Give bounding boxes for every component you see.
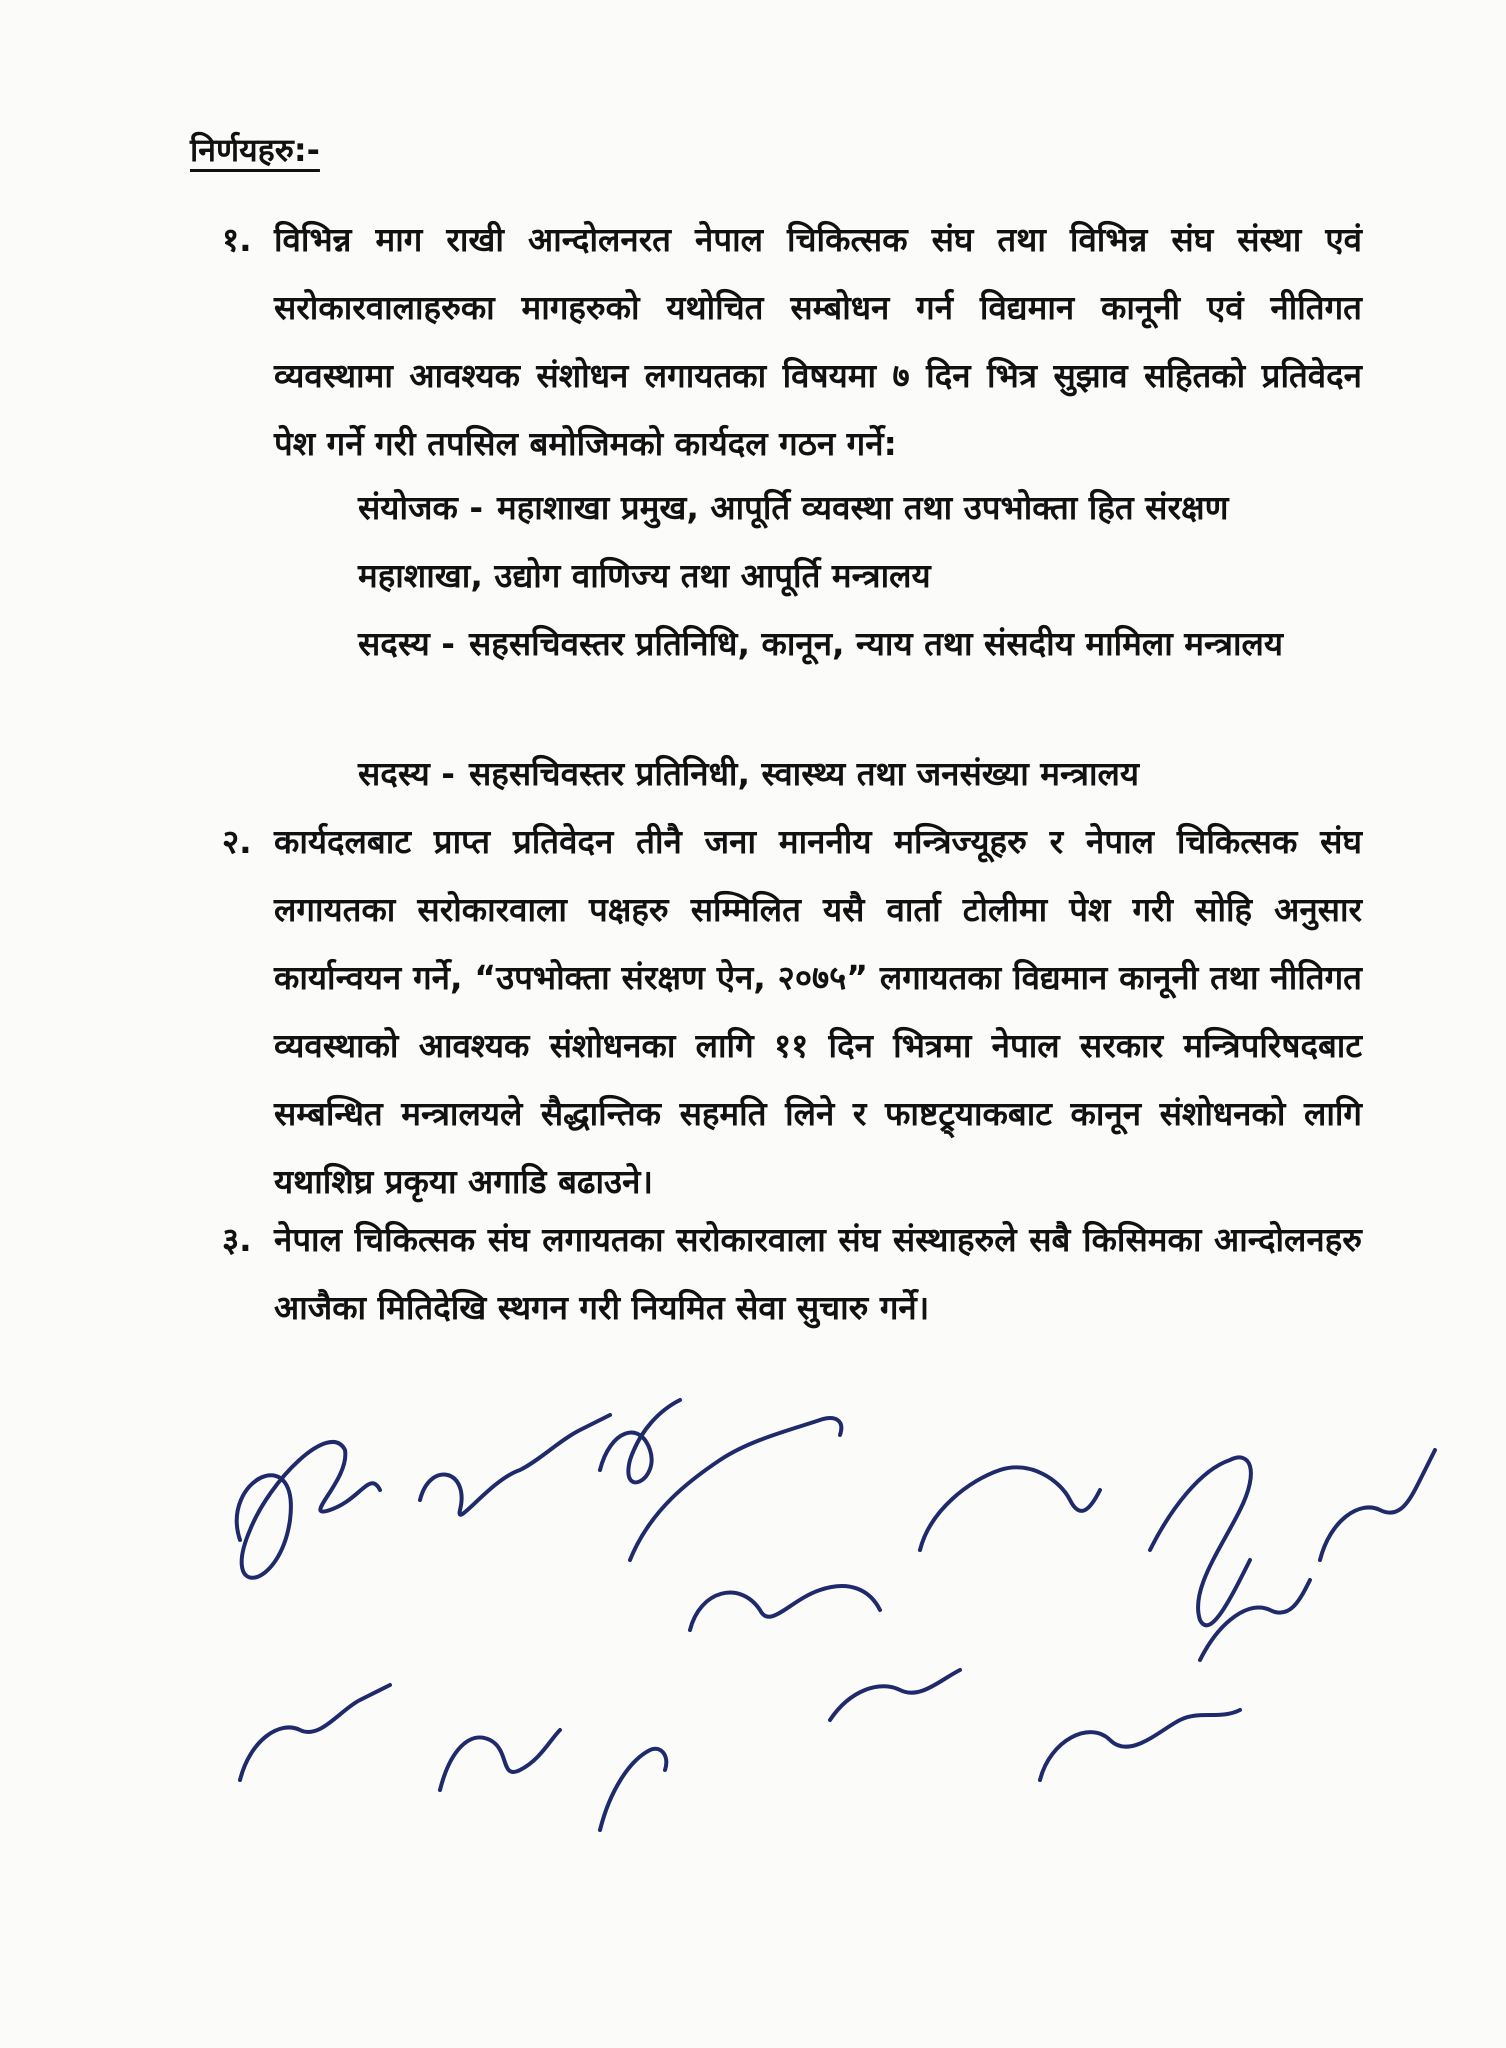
committee-role: सदस्य -: [358, 624, 455, 663]
decision-text: विभिन्न माग राखी आन्दोलनरत नेपाल चिकित्सक संघ तथा विभिन्न संघ संस्था एवं सरोकारवालाहरुका मागहरुको यथोचित सम्बोधन गर्न विद्यमान कानूनी एवं नीतिगत व्यवस्थामा आवश्यक संशोधन लगायतका विषयमा ७ दिन भित्र सुझाव सहितको प्रतिवेदन पेश गर्ने गरी तपसिल बमोजिमको कार्यदल गठन गर्ने:: [274, 220, 1362, 463]
committee-detail: महाशाखा प्रमुख, आपूर्ति व्यवस्था तथा उपभोक्ता हित संरक्षण महाशाखा, उद्योग वाणिज्य तथा आपूर्ति मन्त्रालय: [358, 488, 1229, 595]
decision-item-3: [222, 1206, 1362, 1342]
signature-1: [237, 1442, 380, 1578]
committee-member-2: [358, 740, 1348, 808]
committee-member-1: [358, 610, 1348, 678]
signature-8: [1320, 1450, 1435, 1560]
signatures-svg: [0, 1360, 1506, 1920]
decision-text: कार्यदलबाट प्राप्त प्रतिवेदन तीनै जना माननीय मन्त्रिज्यूहरु र नेपाल चिकित्सक संघ लगायतका सरोकारवाला पक्षहरु सम्मिलित यसै वार्ता टोलीमा पेश गरी सोहि अनुसार कार्यान्वयन गर्ने, “उपभोक्ता संरक्षण ऐन, २०७५” लगायतका विद्यमान कानूनी तथा नीतिगत व्यवस्थाको आवश्यक संशोधनका लागि ११ दिन भित्रमा नेपाल सरकार मन्त्रिपरिषदबाट सम्बन्धित मन्त्रालयले सैद्धान्तिक सहमति लिने र फाष्टट्र्याकबाट कानून संशोधनको लागि यथाशिघ्र प्रकृया अगाडि बढाउने।: [274, 822, 1362, 1201]
decision-number: २.: [222, 822, 252, 861]
signature-7: [1150, 1457, 1251, 1625]
signature-13: [1040, 1710, 1240, 1780]
signature-2: [420, 1415, 610, 1515]
committee-detail: सहसचिवस्तर प्रतिनिधि, कानून, न्याय तथा संसदीय मामिला मन्त्रालय: [469, 624, 1284, 663]
signature-6: [920, 1467, 1100, 1550]
committee-role: संयोजक -: [358, 488, 484, 527]
decision-item-2: [222, 808, 1362, 1216]
signature-10: [440, 1730, 560, 1790]
signatures-area: [0, 1360, 1506, 1920]
decision-number: १.: [222, 220, 252, 259]
signature-4: [630, 1418, 841, 1560]
signature-5: [690, 1586, 880, 1630]
signature-11: [600, 1749, 666, 1830]
decision-item-1: [222, 206, 1362, 478]
decision-number: ३.: [222, 1220, 252, 1259]
decision-text: नेपाल चिकित्सक संघ लगायतका सरोकारवाला संघ संस्थाहरुले सबै किसिमका आन्दोलनहरु आजैका मितिदेखि स्थगन गरी नियमित सेवा सुचारु गर्ने।: [274, 1220, 1362, 1327]
committee-role: सदस्य -: [358, 754, 455, 793]
committee-detail: सहसचिवस्तर प्रतिनिधी, स्वास्थ्य तथा जनसंख्या मन्त्रालय: [469, 754, 1140, 793]
signature-12: [830, 1670, 960, 1720]
committee-coordinator: [358, 474, 1348, 610]
faint-header-text: [640, 0, 1200, 12]
signature-3: [600, 1400, 680, 1482]
signature-9: [240, 1685, 390, 1780]
decisions-heading: निर्णयहरु:-: [190, 131, 320, 169]
